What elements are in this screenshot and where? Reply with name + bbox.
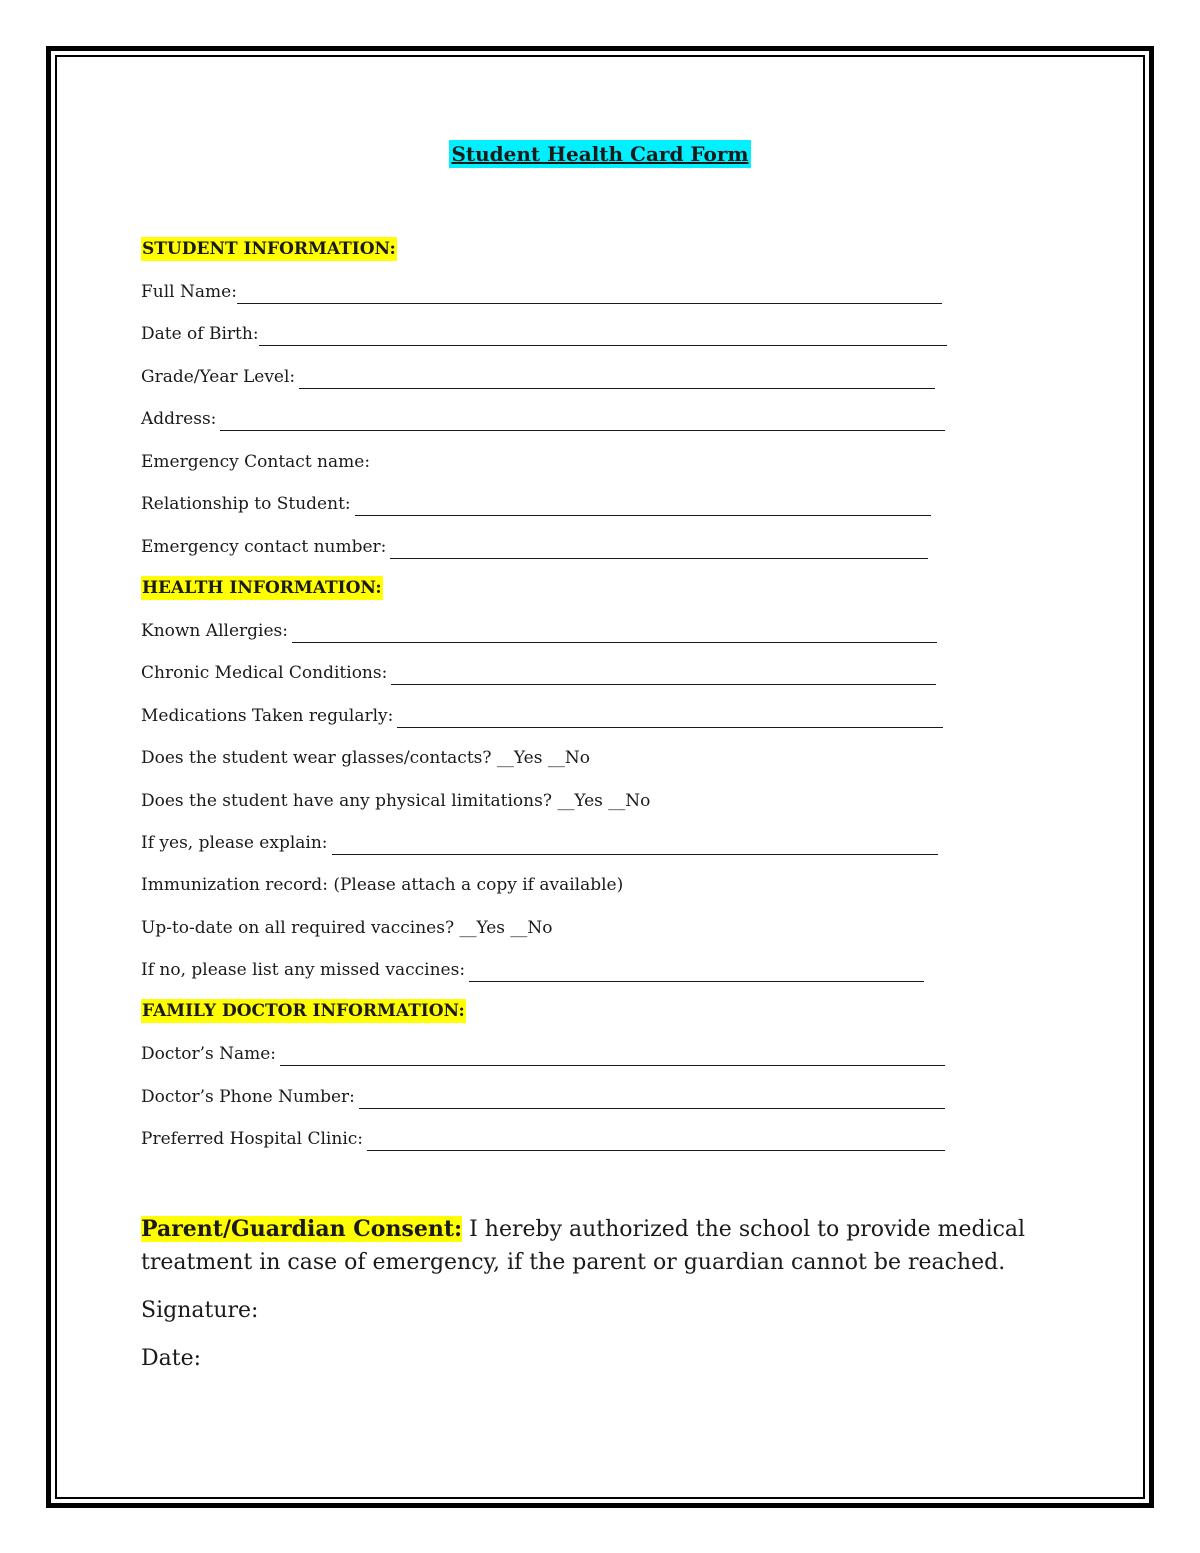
section-student-information: STUDENT INFORMATION:: [142, 239, 396, 259]
dob-line[interactable]: [259, 327, 947, 346]
dob-field[interactable]: [141, 322, 947, 346]
doctor-name-label: Doctor’s Name:: [141, 1044, 277, 1064]
consent-label: Parent/Guardian Consent:: [141, 1216, 463, 1242]
relationship-label: Relationship to Student:: [141, 494, 351, 514]
physical-limitations-label: Does the student have any physical limitations? __Yes __No: [141, 791, 651, 811]
section-family-doctor-information: FAMILY DOCTOR INFORMATION:: [142, 1001, 465, 1021]
full-name-line[interactable]: [237, 285, 942, 304]
medications-label: Medications Taken regularly:: [141, 706, 394, 726]
immunization-record: [141, 873, 623, 897]
physical-limitations-question[interactable]: [141, 789, 650, 813]
medications-field[interactable]: [141, 704, 943, 728]
doctor-phone-line[interactable]: [359, 1090, 945, 1109]
form-title: Student Health Card Form: [451, 142, 749, 166]
vaccines-question[interactable]: [141, 916, 553, 940]
consent-text: I hereby authorized the school to provide medical treatment in case of emergency, if the parent or guardian cannot be reached.: [141, 1217, 1026, 1275]
glasses-question-label: Does the student wear glasses/contacts? __Yes __No: [141, 748, 590, 768]
chronic-conditions-label: Chronic Medical Conditions:: [141, 663, 388, 683]
preferred-hospital-label: Preferred Hospital Clinic:: [141, 1129, 364, 1149]
allergies-line[interactable]: [292, 624, 937, 643]
doctor-phone-label: Doctor’s Phone Number:: [141, 1087, 355, 1107]
full-name-label: Full Name:: [141, 282, 237, 302]
allergies-field[interactable]: [141, 619, 937, 643]
emergency-contact-name-field: [141, 450, 370, 474]
relationship-field[interactable]: [141, 492, 931, 516]
signature-label[interactable]: Signature:: [141, 1298, 259, 1323]
missed-vaccines-line[interactable]: [469, 963, 924, 982]
chronic-conditions-line[interactable]: [391, 666, 936, 685]
section-health-information: HEALTH INFORMATION:: [142, 578, 382, 598]
doctor-name-line[interactable]: [280, 1047, 945, 1066]
grade-field[interactable]: [141, 365, 935, 389]
grade-label: Grade/Year Level:: [141, 367, 296, 387]
missed-vaccines-field[interactable]: [141, 958, 924, 982]
preferred-hospital-field[interactable]: [141, 1127, 945, 1151]
vaccines-question-label: Up-to-date on all required vaccines? __Yes __No: [141, 918, 553, 938]
full-name-field[interactable]: [141, 280, 942, 304]
address-field[interactable]: [141, 407, 945, 431]
doctor-phone-field[interactable]: [141, 1085, 945, 1109]
doctor-name-field[interactable]: [141, 1042, 945, 1066]
address-line[interactable]: [220, 412, 945, 431]
grade-line[interactable]: [299, 370, 935, 389]
glasses-question[interactable]: [141, 746, 590, 770]
address-label: Address:: [141, 409, 217, 429]
page-border-inner: [55, 55, 1145, 1499]
allergies-label: Known Allergies:: [141, 621, 288, 641]
dob-label: Date of Birth:: [141, 324, 259, 344]
preferred-hospital-line[interactable]: [367, 1132, 945, 1151]
title-container: [0, 140, 1200, 168]
page-border: [46, 46, 1154, 1508]
emergency-number-label: Emergency contact number:: [141, 537, 387, 557]
date-label[interactable]: Date:: [141, 1346, 202, 1371]
missed-vaccines-label: If no, please list any missed vaccines:: [141, 960, 466, 980]
immunization-label: Immunization record: (Please attach a copy if available): [141, 875, 624, 895]
chronic-conditions-field[interactable]: [141, 661, 936, 685]
explain-line[interactable]: [332, 836, 938, 855]
emergency-contact-name-label: Emergency Contact name:: [141, 452, 371, 472]
explain-field[interactable]: [141, 831, 938, 855]
emergency-number-field[interactable]: [141, 535, 928, 559]
relationship-line[interactable]: [355, 497, 931, 516]
explain-label: If yes, please explain:: [141, 833, 328, 853]
medications-line[interactable]: [397, 709, 943, 728]
consent-paragraph: [141, 1213, 1061, 1279]
emergency-number-line[interactable]: [390, 540, 928, 559]
